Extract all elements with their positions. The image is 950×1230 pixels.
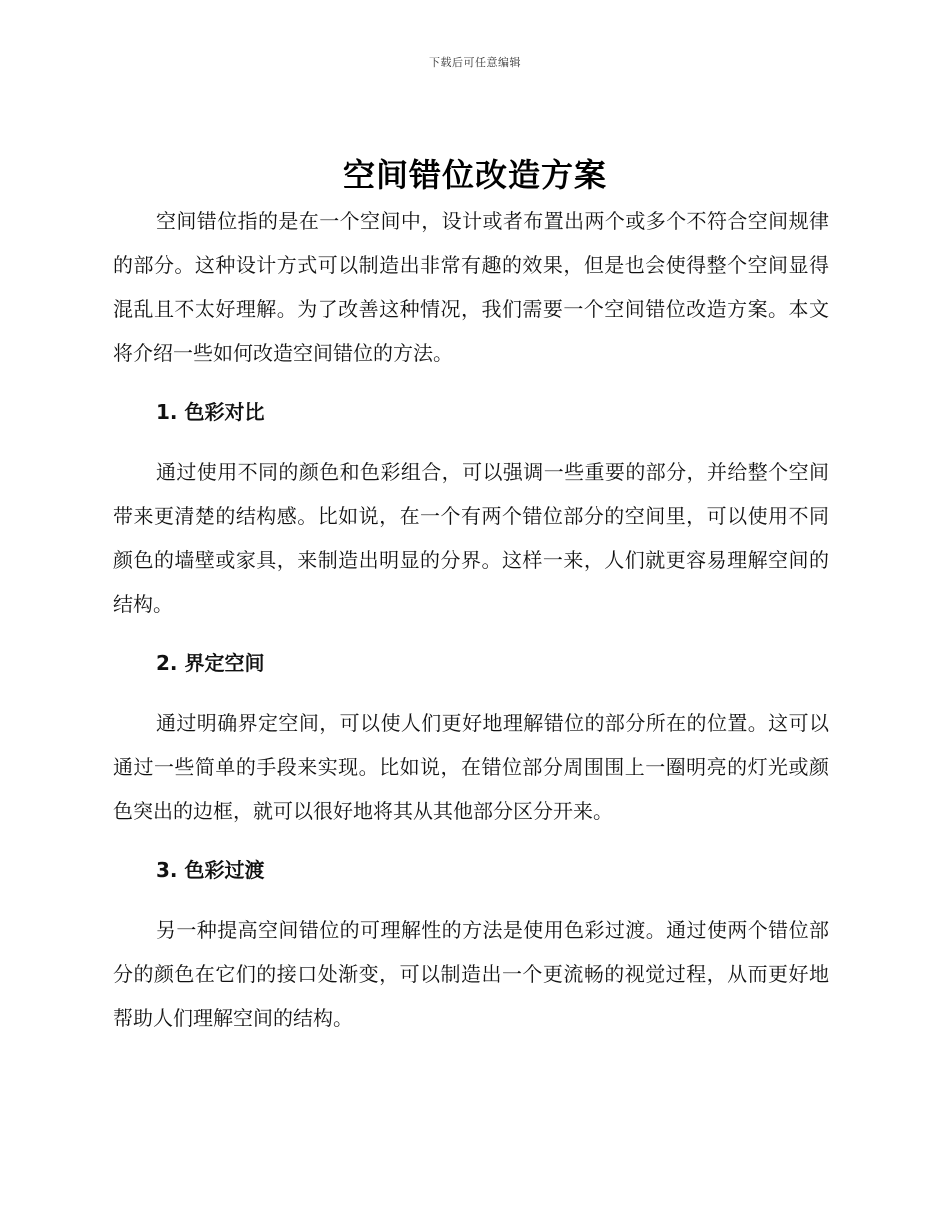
- spacer: [113, 626, 829, 641]
- spacer: [113, 375, 829, 390]
- spacer: [113, 833, 829, 848]
- section-heading-define-space: 2. 界定空间: [156, 651, 265, 675]
- section-body-define-space: 通过明确界定空间，可以使人们更好地理解错位的部分所在的位置。这可以通过一些简单的手段来实现。比如说，在错位部分周围围上一圈明亮的灯光或颜色突出的边框，就可以很好地将其从其他部分区分开来。: [113, 711, 829, 823]
- spacer: [113, 892, 829, 908]
- spacer: [113, 685, 829, 701]
- section-heading-color-transition: 3. 色彩过渡: [156, 858, 265, 882]
- section-body-color-transition: 另一种提高空间错位的可理解性的方法是使用色彩过渡。通过使两个错位部分的颜色在它们的接口处渐变，可以制造出一个更流畅的视觉过程，从而更好地帮助人们理解空间的结构。: [113, 918, 829, 1030]
- header-note: 下载后可任意编辑: [429, 56, 521, 69]
- section-body-color-contrast: 通过使用不同的颜色和色彩组合，可以强调一些重要的部分，并给整个空间带来更清楚的结构感。比如说，在一个有两个错位部分的空间里，可以使用不同颜色的墙壁或家具，来制造出明显的分界。这样一来，人们就更容易理解空间的结构。: [113, 460, 829, 616]
- spacer: [113, 434, 829, 450]
- document-title: 空间错位改造方案: [342, 156, 607, 194]
- section-heading-color-contrast: 1. 色彩对比: [156, 400, 265, 424]
- intro-paragraph: 空间错位指的是在一个空间中，设计或者布置出两个或多个不符合空间规律的部分。这种设计方式可以制造出非常有趣的效果，但是也会使得整个空间显得混乱且不太好理解。为了改善这种情况，我们需要一个空间错位改造方案。本文将介绍一些如何改造空间错位的方法。: [113, 209, 829, 365]
- document-body: [113, 199, 829, 1040]
